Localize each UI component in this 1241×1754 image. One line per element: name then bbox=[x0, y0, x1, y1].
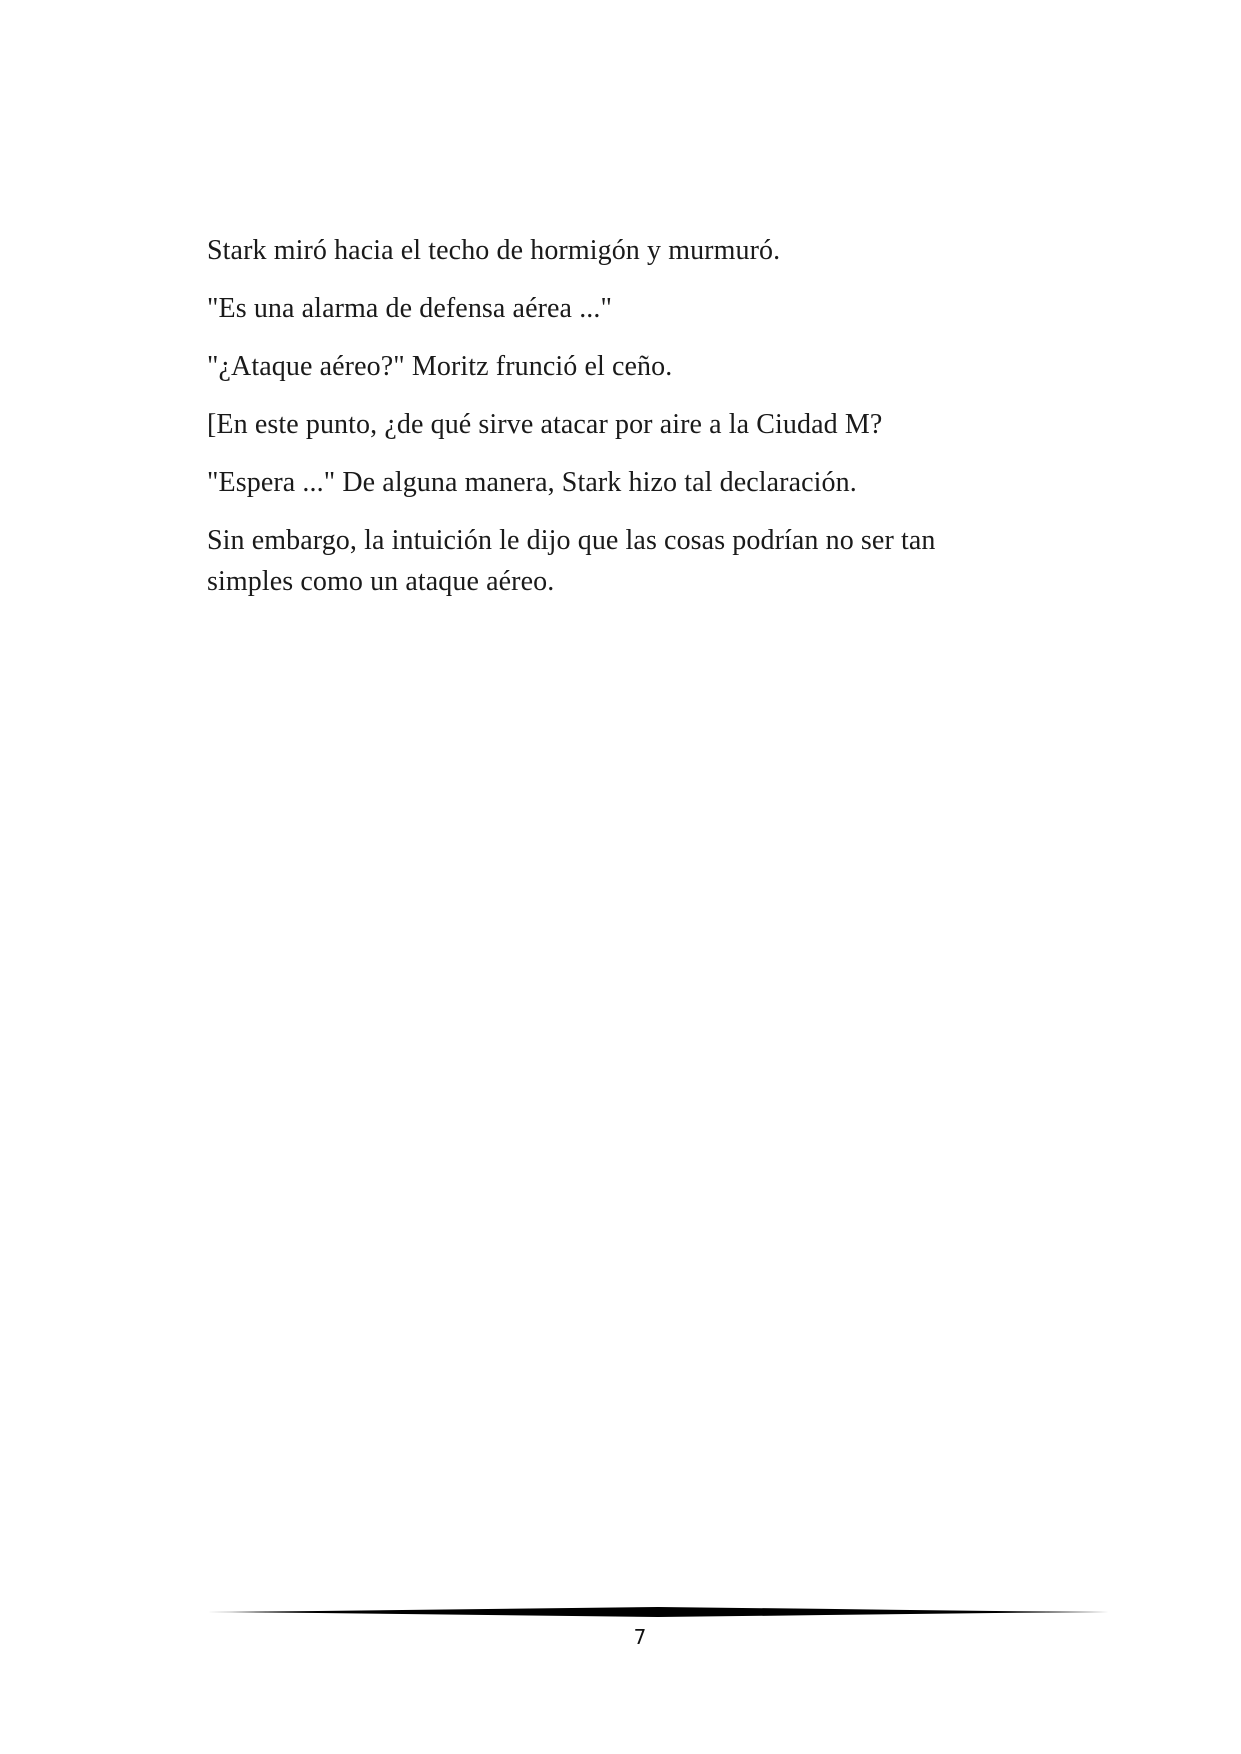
paragraph: "Es una alarma de defensa aérea ..." bbox=[207, 293, 613, 324]
paragraph: Stark miró hacia el techo de hormigón y murmuró. bbox=[207, 235, 781, 266]
page-number: 7 bbox=[633, 1625, 647, 1649]
paragraph: "¿Ataque aéreo?" Moritz frunció el ceño. bbox=[207, 351, 673, 382]
paragraph: [En este punto, ¿de qué sirve atacar por aire a la Ciudad M? bbox=[207, 409, 883, 440]
paragraph: Sin embargo, la intuición le dijo que las cosas podrían no ser tan simples como un ataque aéreo. bbox=[207, 525, 936, 597]
page-body bbox=[207, 230, 1027, 619]
footer-divider bbox=[207, 1605, 1109, 1619]
paragraph: "Espera ..." De alguna manera, Stark hizo tal declaración. bbox=[207, 467, 857, 498]
